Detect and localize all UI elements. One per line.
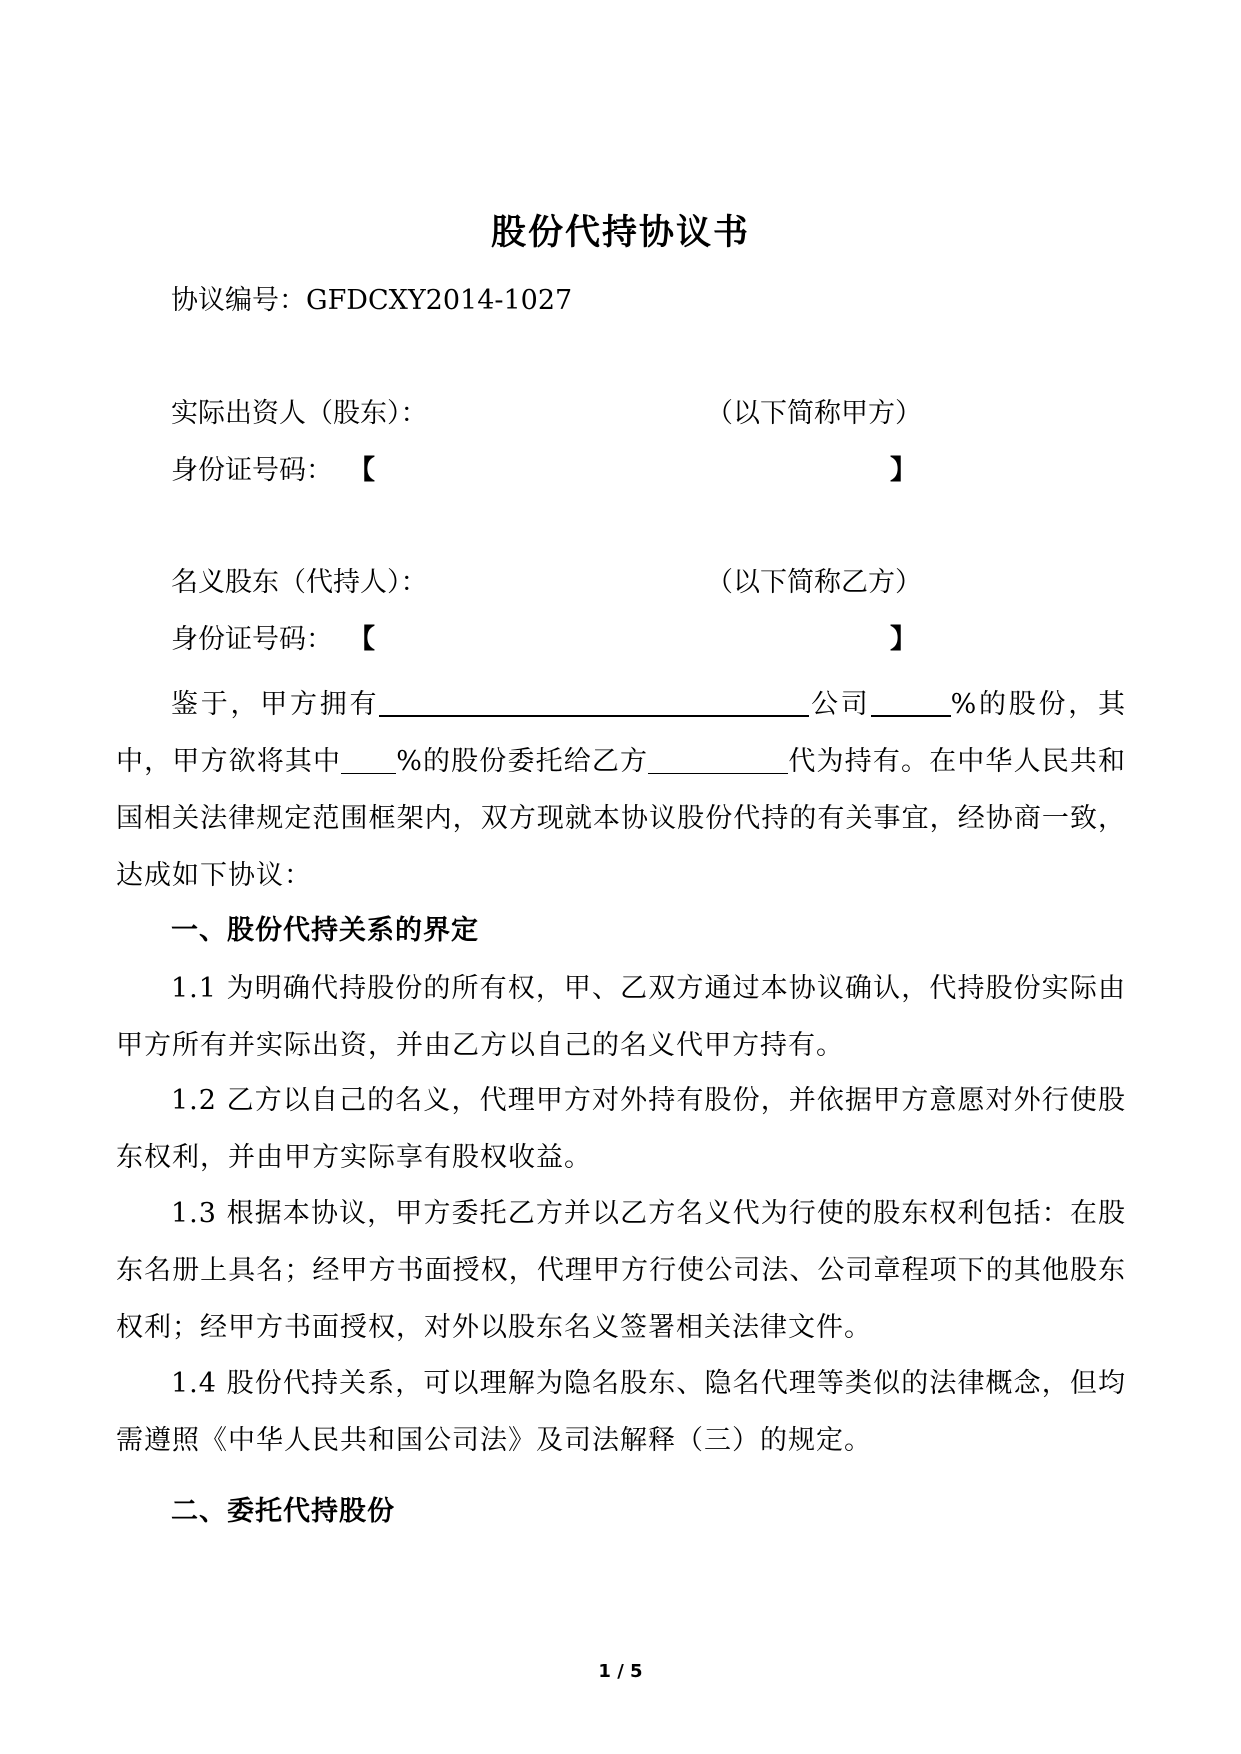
party-a-alias: （以下简称甲方）	[706, 398, 922, 429]
party-b-label: 名义股东（代持人）：	[171, 567, 428, 598]
party-a-id-open-bracket: 【	[348, 455, 375, 486]
party-a-label: 实际出资人（股东）：	[171, 398, 428, 429]
agreement-number	[171, 285, 572, 317]
clause-1-2: 1.2 乙方以自己的名义，代理甲方对外持有股份，并依据甲方意愿对外行使股东权利，并由甲方实际享有股权收益。	[116, 1085, 1126, 1173]
preamble-text-2: 公司	[809, 689, 871, 720]
preamble-text-1: 鉴于，甲方拥有	[171, 689, 380, 720]
party-b-id-open-bracket: 【	[348, 624, 375, 655]
section-2-heading: 二、委托代持股份	[171, 1496, 395, 1527]
preamble-text-5: 代为持有。在中华人民共和国相关法律规定范围框架内，双方现就本协议股份代持的有关事宜，经协商一致，达成如下协议：	[116, 746, 1127, 891]
preamble-text-3: %的股份，其中，甲方欲将其中	[116, 689, 1127, 777]
agreement-number-value: GFDCXY2014-1027	[306, 285, 573, 316]
section-1-heading: 一、股份代持关系的界定	[171, 915, 479, 946]
party-b-alias: （以下简称乙方）	[706, 567, 922, 598]
page-indicator: 1 / 5	[598, 1661, 643, 1682]
clause-1-1: 1.1 为明确代持股份的所有权，甲、乙双方通过本协议确认，代持股份实际由甲方所有并实际出资，并由乙方以自己的名义代甲方持有。	[116, 973, 1126, 1061]
party-a-id-close-bracket: 】	[890, 455, 917, 486]
party-a-id-label: 身份证号码：	[171, 455, 333, 486]
party-b-id-close-bracket: 】	[890, 624, 917, 655]
entrusted-percentage-blank	[341, 747, 396, 774]
document-title: 股份代持协议书	[490, 213, 750, 253]
clause-1-3: 1.3 根据本协议，甲方委托乙方并以乙方名义代为行使的股东权利包括：在股东名册上具名；经甲方书面授权，代理甲方行使公司法、公司章程项下的其他股东权利；经甲方书面授权，对外以股东名义签署相关法律文件。	[116, 1198, 1126, 1343]
party-b-name-blank	[648, 747, 788, 774]
company-name-blank	[379, 689, 809, 717]
share-percentage-blank	[871, 689, 951, 717]
preamble-text-4: %的股份委托给乙方	[396, 746, 649, 777]
party-b-id-label: 身份证号码：	[171, 624, 333, 655]
clause-1-4: 1.4 股份代持关系，可以理解为隐名股东、隐名代理等类似的法律概念，但均需遵照《中华人民共和国公司法》及司法解释（三）的规定。	[116, 1368, 1126, 1456]
agreement-number-label: 协议编号：	[171, 285, 306, 316]
preamble-paragraph	[116, 676, 1126, 904]
